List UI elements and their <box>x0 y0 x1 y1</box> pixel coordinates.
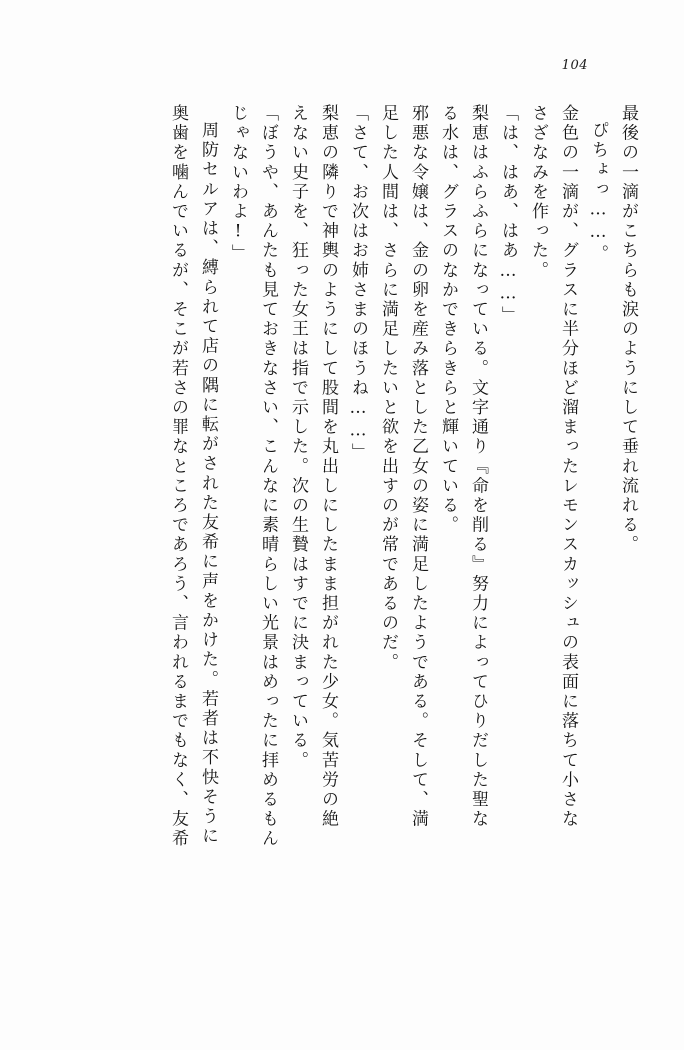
text-column: 周防セルアは、縛られて店の隅に転がされた友希に声をかけた。若者は不快そうに <box>198 121 218 847</box>
text-column: じゃないわよ!」 <box>228 104 248 264</box>
text-column: 足した人間は、さらに満足したいと欲を出すのが常であるのだ。 <box>378 104 398 673</box>
page-number: 104 <box>561 58 588 73</box>
vertical-text-block <box>44 104 636 984</box>
text-column: 「さて、お次はお姉さまのほうね……」 <box>348 104 368 463</box>
text-column: ぴちょっ……。 <box>588 121 608 265</box>
text-column: 「は、はあ、はあ……」 <box>498 104 518 326</box>
text-column: さざなみを作った。 <box>528 104 548 281</box>
text-column: 梨恵はふらふらになっている。文字通り『命を削る』努力によってひりだした聖な <box>468 104 488 830</box>
text-column: 奥歯を噛んでいるが、そこが若さの罪なところであろう、言われるまでもなく、友希 <box>168 104 188 849</box>
text-column: 最後の一滴がこちらも涙のようにして垂れ流れる。 <box>618 104 638 555</box>
text-column: えない史子を、狂った女王は指で示した。次の生贄はすでに決まっている。 <box>288 104 308 771</box>
text-column: 「ぼうや、あんたも見ておきなさい、こんなに素晴らしい光景はめったに拝めるもん <box>258 104 278 849</box>
text-column: る水は、グラスのなかできらきらと輝いている。 <box>438 104 458 536</box>
text-column: 梨恵の隣りで神輿のようにして股間を丸出しにしたまま担がれた少女。気苦労の絶 <box>318 104 338 830</box>
text-column: 金色の一滴が、グラスに半分ほど溜まったレモンスカッシュの表面に落ちて小さな <box>558 104 578 830</box>
text-column: 邪悪な令嬢は、金の卵を産み落とした乙女の姿に満足したようである。そして、満 <box>408 104 428 830</box>
